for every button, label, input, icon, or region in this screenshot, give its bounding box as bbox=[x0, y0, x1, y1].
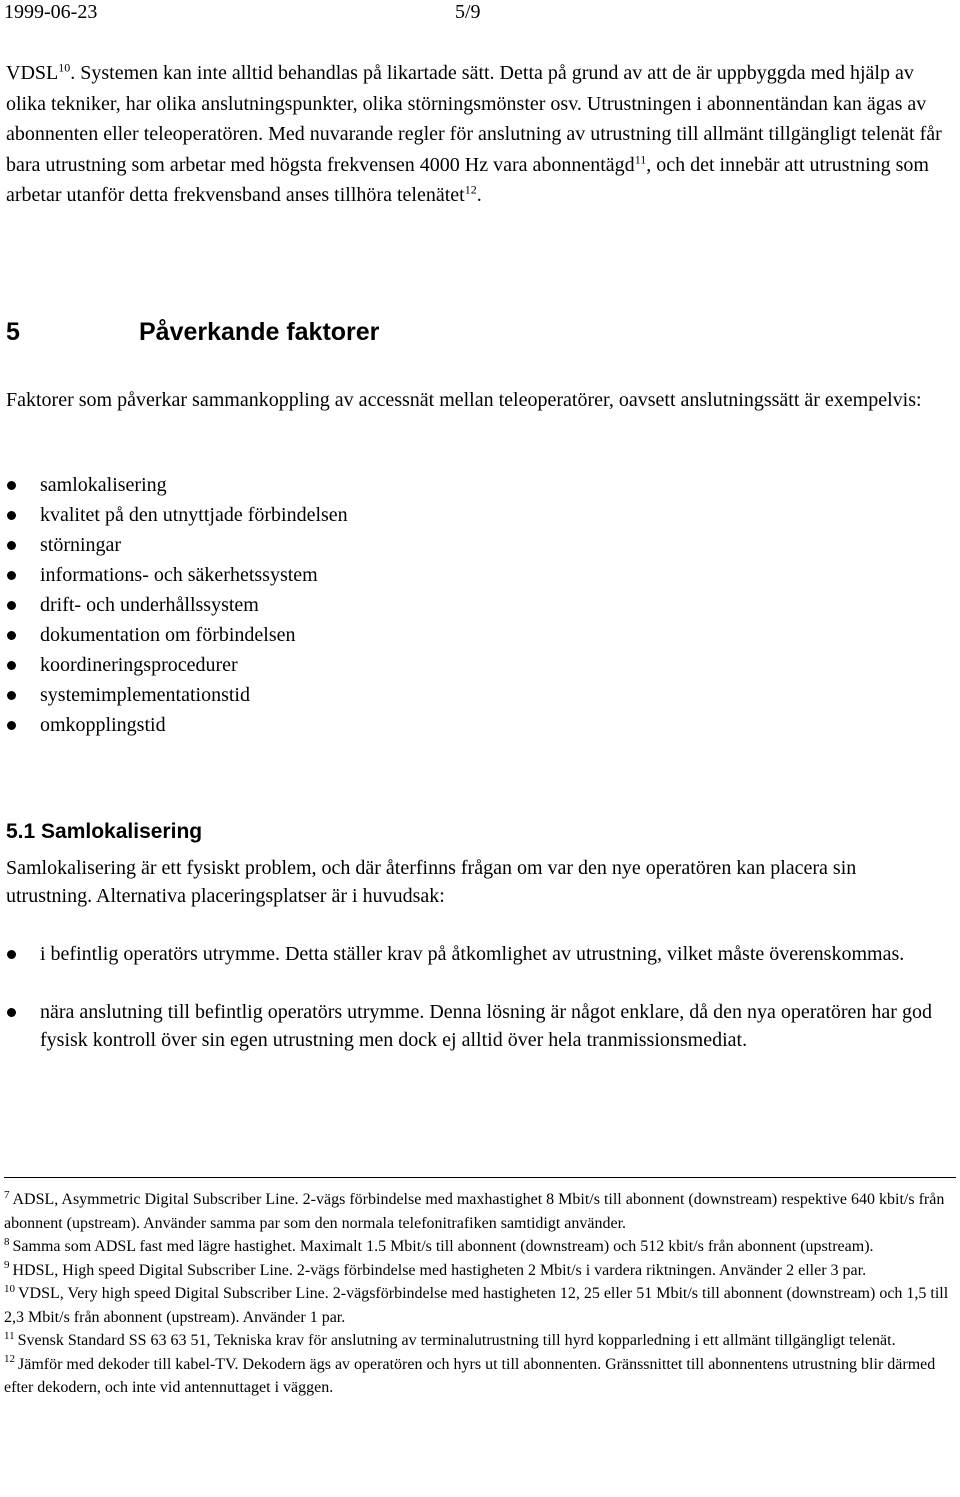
footnote-number: 12 bbox=[4, 1353, 15, 1366]
list-item bbox=[6, 500, 906, 530]
list-item bbox=[6, 560, 906, 590]
placement-options-list bbox=[6, 940, 946, 1084]
list-item bbox=[6, 940, 946, 968]
list-item-text: informations- och säkerhetssystem bbox=[40, 564, 318, 586]
footnote-ref-11[interactable]: 11 bbox=[634, 151, 647, 166]
list-item-text: störningar bbox=[40, 534, 122, 556]
footnote-number: 8 bbox=[4, 1235, 10, 1248]
intro-text-2: . Systemen kan inte alltid behandlas på likartade sätt. Detta på grund av att de är uppbyggda med hjälp av olika tekniker, har olika anslutningspunkter, olika störningsmönster osv. Utrustningen i abonnentändan kan ägas av abonnenten eller teleoperatören. Med nuvarande regler för anslutning av utrustning till allmänt tillgängligt telenät får bara utrustning som arbetar med högsta frekvensen 4000 Hz vara abonnentägd bbox=[6, 62, 942, 176]
section-number: 5 bbox=[6, 318, 20, 346]
footnote-ref-12[interactable]: 12 bbox=[464, 182, 477, 197]
footnotes bbox=[4, 1188, 954, 1400]
list-item-text: drift- och underhållssystem bbox=[40, 594, 259, 616]
bullet-icon bbox=[7, 631, 16, 640]
list-item-text: i befintlig operatörs utrymme. Detta ställer krav på åtkomlighet av utrustning, vilket måste överenskommas. bbox=[40, 943, 905, 965]
bullet-icon bbox=[7, 541, 16, 550]
list-item bbox=[6, 710, 906, 740]
list-item bbox=[6, 650, 906, 680]
footnote bbox=[4, 1353, 954, 1400]
intro-text-1: VDSL bbox=[6, 62, 59, 84]
document-date: 1999-06-23 bbox=[4, 1, 98, 23]
list-item-text: dokumentation om förbindelsen bbox=[40, 624, 296, 646]
list-item bbox=[6, 470, 906, 500]
list-item bbox=[6, 620, 906, 650]
bullet-icon bbox=[7, 691, 16, 700]
section-5-1-heading: 5.1 Samlokalisering bbox=[6, 820, 203, 843]
footnote-number: 10 bbox=[4, 1282, 15, 1295]
list-item-text: samlokalisering bbox=[40, 474, 167, 496]
footnote-text: Jämför med dekoder till kabel-TV. Dekodern ägs av operatören och hyrs ut till abonnenten. Gränssnittet till abonnentens utrustning blir därmed efter dekodern, och inte vid antennuttaget i väggen. bbox=[4, 1355, 936, 1396]
footnote bbox=[4, 1329, 954, 1353]
page-number: 5/9 bbox=[455, 1, 481, 23]
footnote-divider bbox=[4, 1177, 956, 1178]
list-item bbox=[6, 680, 906, 710]
footnote bbox=[4, 1282, 954, 1329]
bullet-icon bbox=[7, 1008, 16, 1017]
footnote-text: Svensk Standard SS 63 63 51, Tekniska krav för anslutning av terminalutrustning till hyrd kopparledning i ett allmänt tillgängligt telenät. bbox=[17, 1332, 896, 1349]
footnote bbox=[4, 1259, 954, 1283]
footnote-number: 11 bbox=[4, 1329, 15, 1342]
section-5-intro: Faktorer som påverkar sammankoppling av accessnät mellan teleoperatörer, oavsett anslutningssätt är exempelvis: bbox=[6, 389, 922, 411]
list-item-text: nära anslutning till befintlig operatörs utrymme. Denna lösning är något enklare, då den nya operatören har god fysisk kontroll över sin egen utrustning men dock ej alltid över hela tranmissionsmediat. bbox=[40, 1001, 932, 1051]
footnote-text: HDSL, High speed Digital Subscriber Line. 2-vägs förbindelse med hastigheten 2 Mbit/s i vardera riktningen. Använder 2 eller 3 par. bbox=[12, 1261, 867, 1279]
footnote-text: Samma som ADSL fast med lägre hastighet. Maximalt 1.5 Mbit/s till abonnent (downstream) och 512 kbit/s från abonnent (upstream). bbox=[12, 1238, 874, 1255]
list-item-text: systemimplementationstid bbox=[40, 684, 250, 706]
intro-text-4: . bbox=[476, 184, 482, 206]
section-5-1-intro: Samlokalisering är ett fysiskt problem, och där återfinns frågan om var den nye operatören kan placera sin utrustning. Alternativa placeringsplatser är i huvudsak: bbox=[6, 857, 857, 907]
page-header bbox=[4, 0, 956, 26]
bullet-icon bbox=[7, 571, 16, 580]
bullet-icon bbox=[7, 721, 16, 730]
bullet-icon bbox=[7, 661, 16, 670]
intro-text-3: , och det innebär att utrustning som arbetar utanför detta frekvensband anses tillhöra telenätet bbox=[6, 153, 929, 206]
list-item bbox=[6, 590, 906, 620]
bullet-icon bbox=[7, 950, 16, 959]
intro-paragraph bbox=[6, 58, 946, 211]
bullet-icon bbox=[7, 601, 16, 610]
list-item-text: koordineringsprocedurer bbox=[40, 654, 238, 676]
footnote-text: VDSL, Very high speed Digital Subscriber Line. 2-vägsförbindelse med hastigheten 12, 25 eller 51 Mbit/s till abonnent (downstream) och 1,5 till 2,3 Mbit/s från abonnent (upstream). Använder 1 par. bbox=[4, 1285, 949, 1326]
footnote-text: ADSL, Asymmetric Digital Subscriber Line. 2-vägs förbindelse med maxhastighet 8 Mbit/s till abonnent (downstream) respektive 640 kbit/s från abonnent (upstream). Använder samma par som den normala telefonitrafiken samtidigt använder. bbox=[4, 1191, 945, 1232]
section-title: Påverkande faktorer bbox=[139, 318, 380, 346]
factors-list bbox=[6, 470, 906, 740]
footnote-number: 7 bbox=[4, 1188, 10, 1201]
list-item bbox=[6, 530, 906, 560]
footnote-number: 9 bbox=[4, 1259, 10, 1272]
bullet-icon bbox=[7, 511, 16, 520]
footnote-ref-10[interactable]: 10 bbox=[58, 60, 71, 75]
bullet-icon bbox=[7, 481, 16, 490]
list-item bbox=[6, 998, 946, 1054]
list-item-text: kvalitet på den utnyttjade förbindelsen bbox=[40, 504, 348, 526]
list-item-text: omkopplingstid bbox=[40, 714, 166, 736]
footnote bbox=[4, 1188, 954, 1235]
footnote bbox=[4, 1235, 954, 1259]
